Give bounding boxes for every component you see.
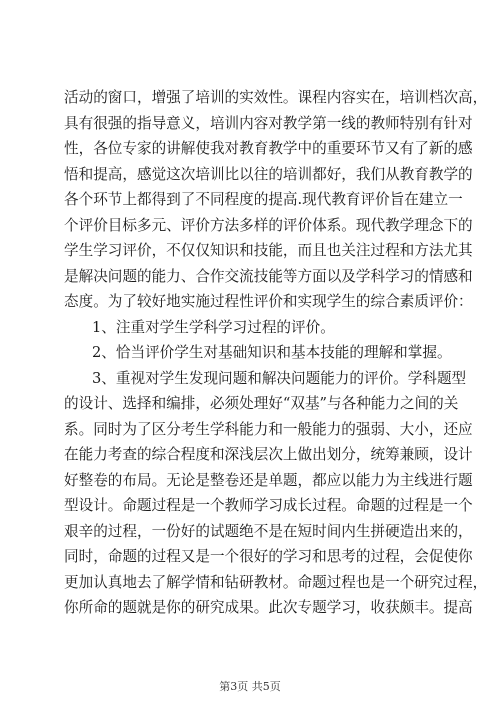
paragraph-line: 的设计、选择和编排，必须处理好“双基”与各种能力之间的关 — [64, 395, 459, 412]
paragraph-line: 具有很强的指导意义，培训内容对教学第一线的教师特别有针对 — [64, 114, 473, 132]
paragraph-line: 艰辛的过程，一份好的试题绝不是在短时间内生拼硬造出来的， — [64, 522, 473, 540]
list-item-2: 2、恰当评价学生对基础知识和基本技能的理解和掌握。 — [92, 344, 452, 361]
body-text — [64, 85, 488, 621]
paragraph-line: 在能力考查的综合程度和深浅层次上做出划分，统筹兼顾，设计 — [64, 446, 473, 463]
paragraph-line: 你所命的题就是你的研究成果。此次专题学习，收获颇丰。提高 — [64, 599, 473, 616]
paragraph-line: 好整卷的布局。无论是整卷还是单题，都应以能力为主线进行题 — [64, 471, 473, 489]
paragraph-line: 性，各位专家的讲解使我对教育教学中的重要环节又有了新的感 — [64, 140, 473, 157]
paragraph-line: 个评价目标多元、评价方法多样的评价体系。现代教学理念下的 — [64, 216, 473, 234]
paragraph-line: 型设计。命题过程是一个教师学习成长过程。命题的过程是一个 — [64, 497, 473, 514]
list-item-1: 1、注重对学生学科学习过程的评价。 — [92, 318, 335, 336]
paragraph-line: 学生学习评价，不仅仅知识和技能，而且也关注过程和方法尤其 — [64, 242, 473, 259]
paragraph-line: 态度。为了较好地实施过程性评价和实现学生的综合素质评价： — [64, 293, 473, 310]
page-number-footer: 第3页 共5页 — [219, 680, 281, 693]
paragraph-line: 系。同时为了区分考生学科能力和一般能力的强弱、大小，还应 — [64, 420, 473, 438]
paragraph-line: 活动的窗口，增强了培训的实效性。课程内容实在，培训档次高， — [64, 89, 488, 106]
list-item-3: 3、重视对学生发现问题和解决问题能力的评价。学科题型 — [92, 369, 467, 387]
paragraph-line: 更加认真地去了解学情和钻研教材。命题过程也是一个研究过程， — [64, 573, 488, 591]
paragraph-line: 各个环节上都得到了不同程度的提高.现代教育评价旨在建立一 — [64, 191, 463, 208]
paragraph-line: 同时，命题的过程又是一个很好的学习和思考的过程，会促使你 — [64, 548, 473, 565]
paragraph-line: 是解决问题的能力、合作交流技能等方面以及学科学习的情感和 — [64, 267, 473, 285]
paragraph-line: 悟和提高，感觉这次培训比以往的培训都好，我们从教育教学的 — [64, 165, 473, 183]
